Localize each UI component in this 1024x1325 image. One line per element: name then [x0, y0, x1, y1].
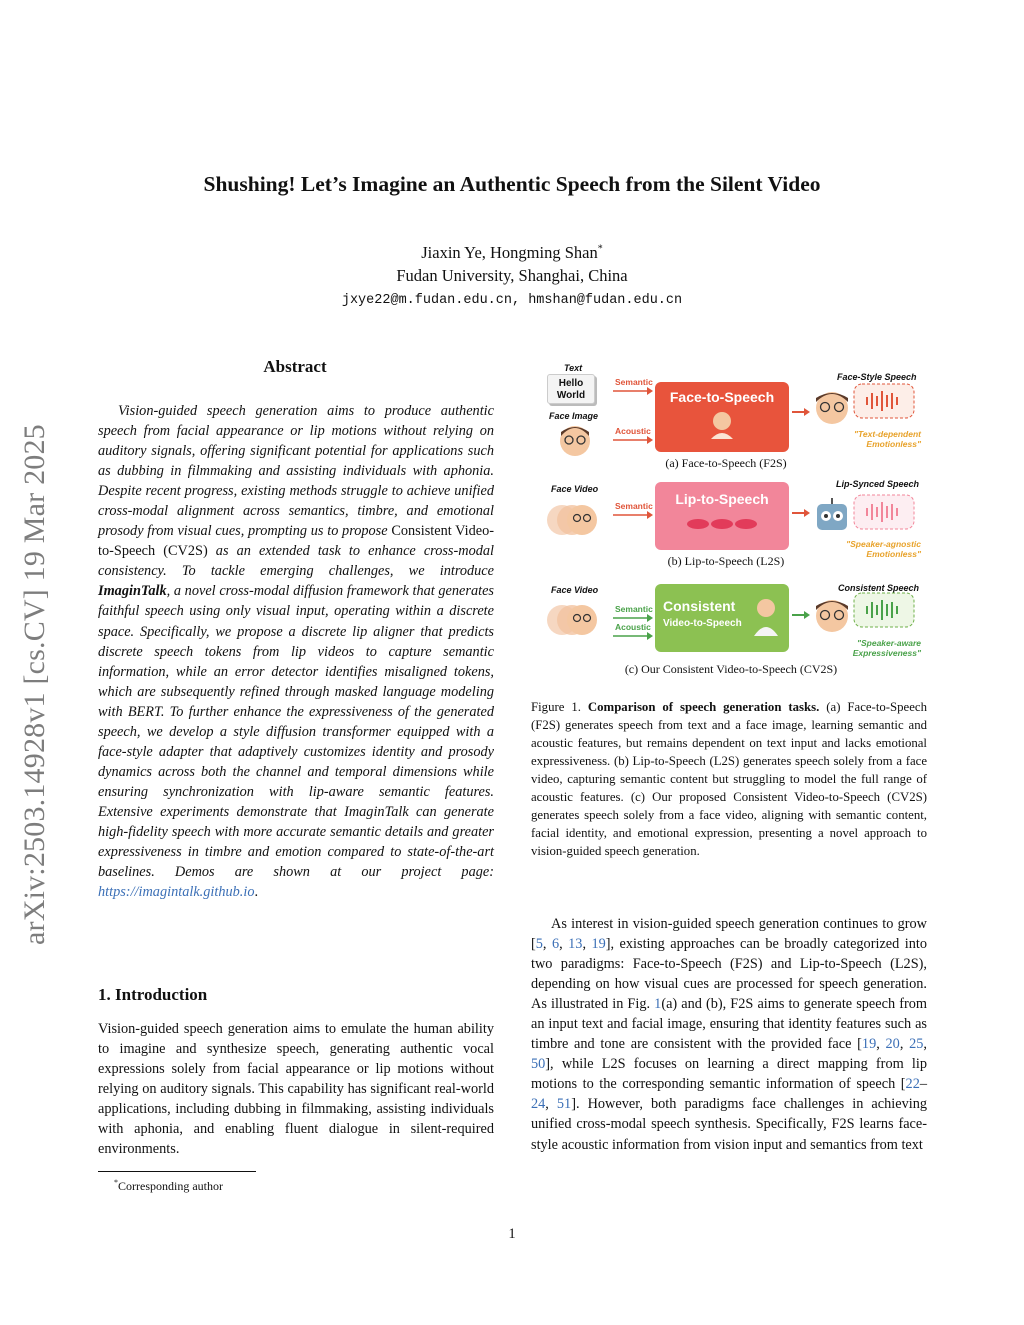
acoustic-label-a: Acoustic — [615, 426, 651, 436]
citation[interactable]: 50 — [531, 1056, 546, 1073]
subcaption-a: (a) Face-to-Speech (F2S) — [665, 456, 787, 470]
gesture-icon — [708, 409, 736, 439]
citation[interactable]: 24 — [531, 1096, 546, 1113]
lips-icon — [685, 514, 759, 534]
arrow-icon — [611, 614, 653, 622]
affiliation: Fudan University, Shanghai, China — [396, 266, 628, 285]
quote-c: "Speaker-aware Expressiveness" — [852, 638, 921, 658]
speaker-face-icon — [813, 384, 851, 434]
emails: jxye22@m.fudan.edu.cn, hmshan@fudan.edu.cn — [341, 293, 683, 308]
figure-ref[interactable]: 1 — [654, 996, 662, 1013]
face-video-icon — [545, 496, 601, 542]
text-card: Hello World — [547, 374, 595, 404]
citation[interactable]: 19 — [861, 1036, 877, 1053]
acoustic-label-c: Acoustic — [615, 622, 651, 632]
citation[interactable]: 19 — [591, 936, 606, 953]
page-number: 1 — [508, 1226, 516, 1242]
robot-icon — [813, 496, 851, 536]
abstract-text: Vision-guided speech generation aims to produce authentic speech from facial appearance or lip motions without relying on auditory signals, offering significant potential for applications such as dubbing in filmmaking and assisting individuals with aphonia. Despite recent progress, existing methods struggle to achieve unified cross-modal alignment across semantics, timbre, and emotional prosody from visual cues, prompting us to propose Consistent Video-to-Speech (CV2S) as an extended task to enhance cross-modal consistency. To tackle emerging challenges, we introduce ImaginTalk, a novel cross-modal diffusion framework that generates faithful speech using only visual input, operating within a discrete space. Specifically, we propose a discrete lip aligner that predicts discrete speech tokens from lip videos to capture semantic information, while an error detector identifies misaligned tokens, which are subsequently refined through masked language modeling with BERT. To further enhance the expressiveness of the generated speech, we develop a style diffusion transformer equipped with a face-style adapter that adaptively customizes identity and prosody dynamics across both the channel and temporal dimensions while ensuring synchronization with lip-aware semantic features. Extensive experiments demonstrate that ImaginTalk can generate high-fidelity speech with more accurate semantic details and greater expressiveness in timbre and emotion compared to state-of-the-art baselines. Demos are shown at our project page: https://imagintalk.github.io. — [98, 403, 495, 901]
face-to-speech-box: Face-to-Speech — [655, 382, 789, 452]
footnote-rule — [98, 1171, 256, 1172]
face-video-label-c: Face Video — [551, 585, 599, 595]
person-icon — [753, 596, 779, 636]
lip-to-speech-box: Lip-to-Speech — [655, 482, 789, 550]
project-link[interactable]: https://imagintalk.github.io — [98, 884, 255, 901]
face-video-icon — [545, 596, 601, 642]
waveform-icon — [853, 592, 915, 628]
quote-a: "Text-dependent Emotionless" — [854, 429, 921, 449]
face-video-label-b: Face Video — [551, 484, 599, 494]
text-label: Text — [564, 363, 583, 373]
semantic-label-a: Semantic — [615, 377, 653, 387]
subcaption-c: (c) Our Consistent Video-to-Speech (CV2S) — [624, 662, 838, 676]
arrow-icon — [611, 632, 653, 640]
citation[interactable]: 5 — [535, 936, 543, 953]
face-image-label: Face Image — [549, 411, 599, 421]
paper-title: Shushing! Let’s Imagine an Authentic Speech from the Silent Video — [203, 172, 821, 196]
face-style-speech-label: Face-Style Speech — [837, 372, 917, 382]
arrow-icon — [792, 610, 810, 620]
intro-heading: 1. Introduction — [98, 985, 208, 1004]
arrow-icon — [611, 436, 653, 444]
citation[interactable]: 51 — [556, 1096, 572, 1113]
quote-b: "Speaker-agnostic Emotionless" — [846, 539, 921, 559]
arrow-icon — [611, 511, 653, 519]
waveform-icon — [853, 383, 915, 419]
right-column-paragraph: As interest in vision-guided speech generation continues to grow [5, 6, 13, 19], existing approaches can be broadly categorized into two paradigms: Face-to-Speech (F2S) and Lip-to-Speech (L2S), depending on how visual cues are processed for speech generation. As illustrated in Fig. 1(a) and (b), F2S aims to generate speech from an input text and facial image, ensuring that identity features such as timbre and tone are consistent with the provided face [19, 20, 25, 50], while L2S focuses on learning a direct mapping from lip motions to the corresponding semantic information of speech [22–24, 51]. However, both paradigms face challenges in achieving unified cross-modal speech synthesis. Specifically, F2S learns face-style acoustic information from vision input and semantics from text — [531, 916, 927, 1153]
subcaption-b: (b) Lip-to-Speech (L2S) — [667, 554, 785, 568]
lip-synced-speech-label: Lip-Synced Speech — [836, 479, 920, 489]
citation[interactable]: 25 — [909, 1036, 924, 1053]
footnote: *Corresponding author — [114, 1178, 223, 1193]
abstract-heading: Abstract — [263, 357, 327, 376]
figure-1 — [531, 358, 931, 683]
consistent-speech-label: Consistent Speech — [838, 583, 920, 593]
citation[interactable]: 20 — [885, 1036, 900, 1053]
speaker-face-icon — [813, 592, 851, 638]
arrow-icon — [792, 407, 810, 417]
citation[interactable]: 13 — [568, 936, 583, 953]
figure-caption: Figure 1. Comparison of speech generation tasks. (a) Face-to-Speech (F2S) generates speech from text and a face image, learning semantic and acoustic features, but remains dependent on text input and lacks emotional expressiveness. (b) Lip-to-Speech (L2S) generates speech solely from a face video, capturing semantic content but struggling to model the full range of acoustic features. (c) Our proposed Consistent Video-to-Speech (CV2S) generates speech solely from a face video, aligning with semantic content, facial identity, and emotional expression, presenting a novel approach to vision-guided speech generation. — [531, 700, 927, 859]
cv2s-box: Consistent Video-to-Speech — [655, 584, 789, 652]
face-icon — [558, 422, 592, 458]
semantic-label-c: Semantic — [615, 604, 653, 614]
authors: Jiaxin Ye, Hongming Shan* — [421, 243, 603, 262]
citation[interactable]: 6 — [551, 936, 560, 953]
intro-text: Vision-guided speech generation aims to emulate the human ability to imagine and synthesize speech, generating authentic vocal expressions solely from facial appearance or lip motions without relying on auditory signals. This capability has significant real-world applications, including dubbing in filmmaking, assisting individuals with aphonia, and enabling fluent dialogue in silent-required environments. — [98, 1021, 494, 1157]
semantic-label-b: Semantic — [615, 501, 653, 511]
citation[interactable]: 22 — [905, 1076, 920, 1093]
waveform-icon — [853, 494, 915, 530]
arxiv-stamp: arXiv:2503.14928v1 [cs.CV] 19 Mar 2025 — [18, 424, 51, 945]
arrow-icon — [792, 508, 810, 518]
arrow-icon — [611, 387, 653, 395]
